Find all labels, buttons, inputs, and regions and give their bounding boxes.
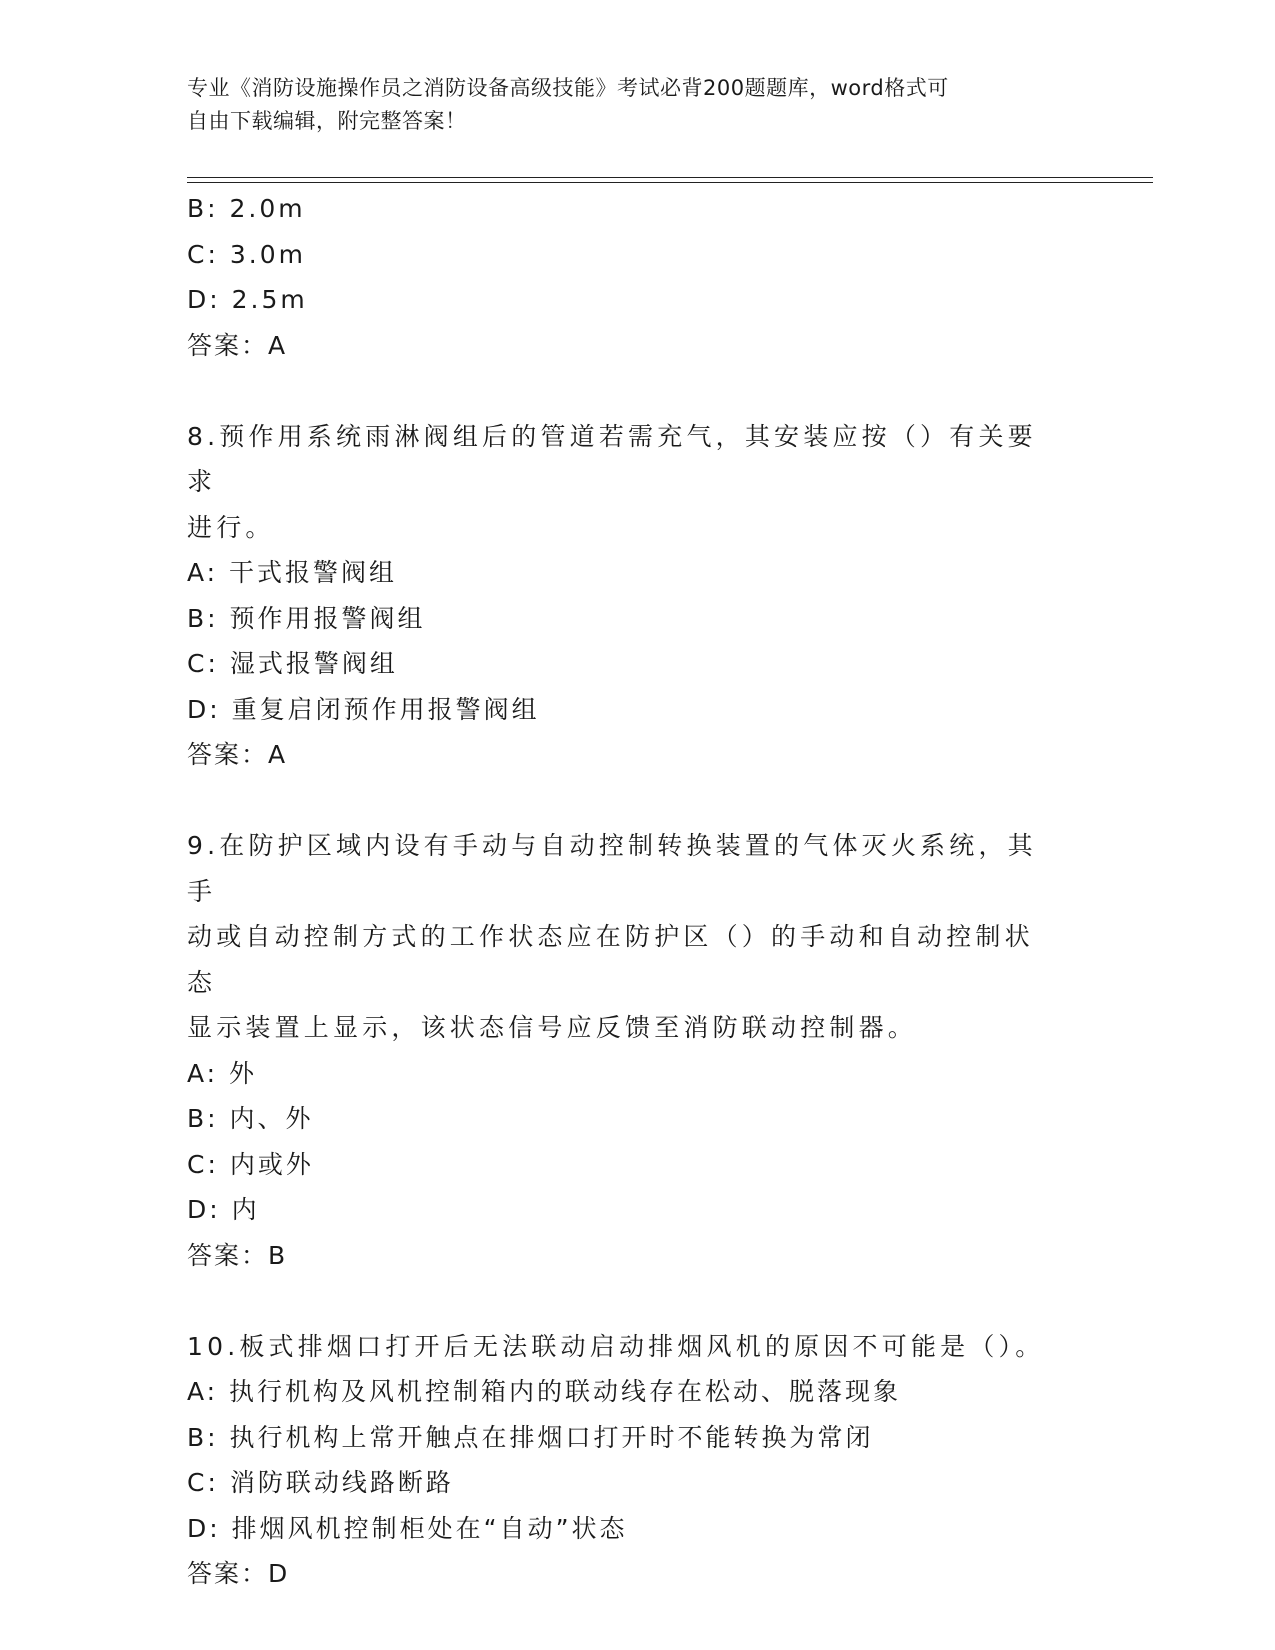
option-a — [187, 550, 1067, 596]
option-text: 重复启闭预作用报警阀组 — [231, 694, 540, 724]
spacer — [187, 1278, 1067, 1324]
option-b — [187, 1096, 1067, 1142]
option-label: C: — [187, 1468, 219, 1497]
option-label: D: — [187, 1195, 221, 1224]
option-label: D: — [187, 285, 221, 314]
answer-line: 答案：D — [187, 1559, 290, 1588]
option-c — [187, 1142, 1067, 1188]
option-text: 内或外 — [229, 1149, 314, 1179]
option-text: 执行机构上常开触点在排烟口打开时不能转换为常闭 — [229, 1422, 874, 1452]
spacer — [187, 368, 1067, 414]
option-label: D: — [187, 1513, 221, 1543]
option-c — [187, 1460, 1067, 1506]
option-text: 2.0m — [229, 194, 306, 223]
option-text: 3.0m — [229, 239, 306, 269]
option-text: 执行机构及风机控制箱内的联动线存在松动、脱落现象 — [229, 1377, 902, 1406]
option-text: 消防联动线路断路 — [229, 1468, 454, 1497]
option-b — [187, 596, 1067, 642]
option-label: B: — [187, 603, 219, 633]
header-line-2: 自由下载编辑，附完整答案！ — [187, 109, 467, 133]
question-content — [187, 186, 1067, 1597]
option-a — [187, 1369, 1067, 1415]
option-label: C: — [187, 239, 219, 269]
option-c — [187, 641, 1067, 687]
prev-question-block — [187, 186, 1067, 368]
document-header — [187, 72, 1067, 138]
option-label: C: — [187, 649, 219, 678]
option-a — [187, 1051, 1067, 1097]
option-d — [187, 1187, 1067, 1233]
option-text: 预作用报警阀组 — [229, 603, 426, 633]
question-9 — [187, 823, 1067, 1278]
option-label: A: — [187, 558, 219, 587]
question-text-line: 10.板式排烟口打开后无法联动启动排烟风机的原因不可能是（）。 — [187, 1331, 1045, 1361]
option-c — [187, 232, 1067, 278]
option-label: C: — [187, 1149, 219, 1179]
question-text-line: 显示装置上显示，该状态信号应反馈至消防联动控制器。 — [187, 1013, 918, 1042]
option-text: 2.5m — [231, 285, 308, 314]
option-d — [187, 687, 1067, 733]
option-label: A: — [187, 1058, 219, 1088]
option-d — [187, 277, 1067, 323]
option-text: 湿式报警阀组 — [229, 649, 398, 678]
option-text: 排烟风机控制柜处在“自动”状态 — [231, 1513, 628, 1543]
option-b — [187, 1415, 1067, 1461]
option-text: 内、外 — [229, 1104, 314, 1133]
option-label: B: — [187, 194, 219, 223]
question-text-line: 动或自动控制方式的工作状态应在防护区（）的手动和自动控制状态 — [187, 922, 1034, 997]
question-8 — [187, 414, 1067, 778]
question-10 — [187, 1324, 1067, 1597]
option-label: B: — [187, 1422, 219, 1452]
header-line-1: 专业《消防设施操作员之消防设备高级技能》考试必背200题题库，word格式可 — [187, 76, 949, 100]
option-b — [187, 186, 1067, 232]
question-text-line: 进行。 — [187, 512, 275, 542]
option-text: 外 — [229, 1058, 258, 1088]
spacer — [187, 778, 1067, 824]
question-text-line: 8.预作用系统雨淋阀组后的管道若需充气，其安装应按（）有关要求 — [187, 421, 1037, 496]
option-d — [187, 1506, 1067, 1552]
option-label: D: — [187, 694, 221, 724]
header-divider-bottom — [187, 182, 1153, 183]
header-divider-top — [187, 177, 1153, 178]
option-text: 内 — [231, 1195, 260, 1224]
answer-line: 答案：B — [187, 1240, 288, 1270]
question-text-line: 9.在防护区域内设有手动与自动控制转换装置的气体灭火系统，其手 — [187, 831, 1037, 906]
answer-line: 答案：A — [187, 330, 288, 360]
option-label: A: — [187, 1377, 219, 1406]
option-text: 干式报警阀组 — [229, 558, 398, 587]
answer-line: 答案：A — [187, 740, 288, 769]
option-label: B: — [187, 1104, 219, 1133]
